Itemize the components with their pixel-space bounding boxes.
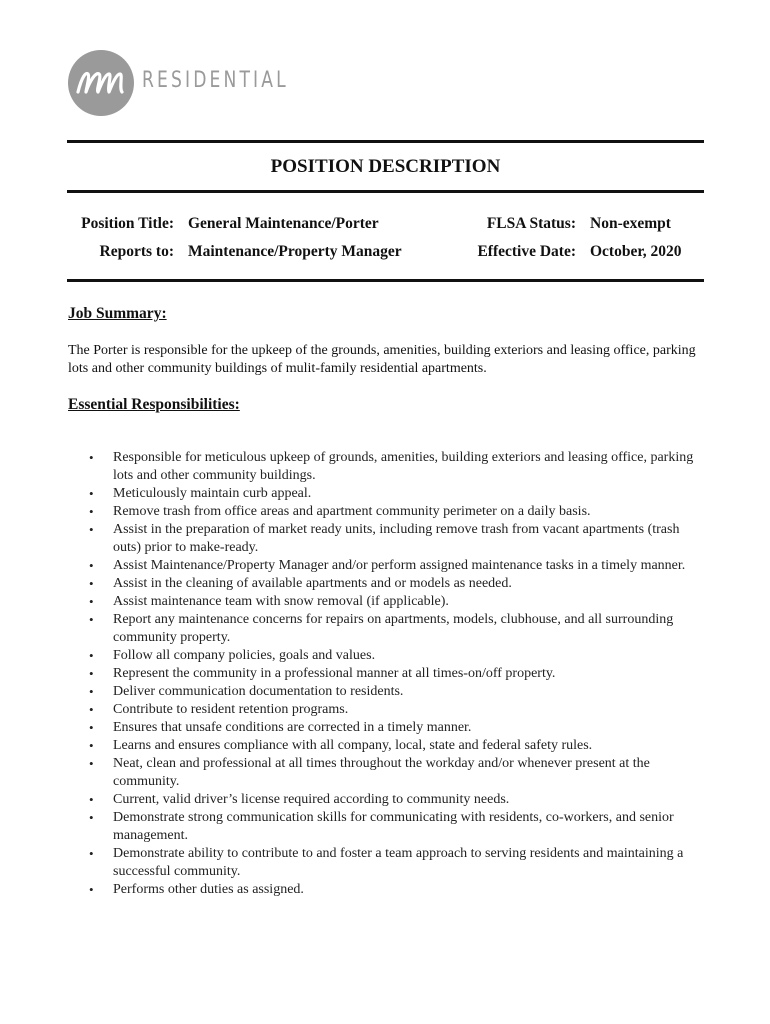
- header-bottom-divider: [67, 279, 704, 282]
- bullet-icon: •: [89, 612, 94, 627]
- list-item-text: Contribute to resident retention programs.: [113, 702, 349, 717]
- list-item-text: Remove trash from office areas and apartment community perimeter on a daily basis.: [113, 504, 591, 519]
- bullet-icon: •: [89, 810, 94, 825]
- logo-wordmark: RESIDENTIAL: [142, 68, 289, 93]
- list-item-text: Learns and ensures compliance with all company, local, state and federal safety rules.: [113, 738, 593, 753]
- bullet-icon: •: [89, 720, 94, 735]
- list-item: [86, 881, 706, 899]
- list-item: [86, 575, 706, 593]
- effective-date-value: October, 2020: [590, 243, 682, 260]
- list-item-text: Neat, clean and professional at all times throughout the workday and/or whenever present at the community.: [113, 756, 650, 789]
- logo-monogram-circle: [68, 50, 134, 116]
- list-item-text: Assist Maintenance/Property Manager and/or perform assigned maintenance tasks in a timely manner.: [113, 558, 686, 573]
- list-item-text: Follow all company policies, goals and values.: [113, 648, 376, 663]
- list-item-text: Assist in the cleaning of available apartments and or models as needed.: [113, 576, 512, 591]
- list-item-text: Performs other duties as assigned.: [113, 882, 304, 897]
- bullet-icon: •: [89, 594, 94, 609]
- bullet-icon: •: [89, 486, 94, 501]
- list-item-text: Represent the community in a professional manner at all times-on/off property.: [113, 666, 556, 681]
- bullet-icon: •: [89, 792, 94, 807]
- reports-to-value: Maintenance/Property Manager: [188, 243, 402, 260]
- bullet-icon: •: [89, 666, 94, 681]
- list-item: [86, 683, 706, 701]
- flsa-status-label: FLSA Status:: [486, 215, 576, 232]
- list-item-text: Ensures that unsafe conditions are corrected in a timely manner.: [113, 720, 472, 735]
- company-logo: [68, 50, 289, 120]
- bullet-icon: •: [89, 576, 94, 591]
- bullet-icon: •: [89, 756, 94, 771]
- list-item: [86, 755, 706, 791]
- flsa-status-value: Non-exempt: [590, 215, 671, 232]
- list-item: [86, 719, 706, 737]
- top-divider: [67, 140, 704, 143]
- list-item: [86, 665, 706, 683]
- job-summary-text: The Porter is responsible for the upkeep of the grounds, amenities, building exteriors and leasing office, parking lots and other community buildings of mulit-family residential apartments.: [68, 343, 696, 376]
- list-item-text: Report any maintenance concerns for repairs on apartments, models, clubhouse, and all surrounding community property.: [113, 612, 674, 645]
- list-item: [86, 593, 706, 611]
- position-title-value: General Maintenance/Porter: [188, 215, 379, 232]
- bullet-icon: •: [89, 684, 94, 699]
- bullet-icon: •: [89, 648, 94, 663]
- list-item-text: Responsible for meticulous upkeep of grounds, amenities, building exteriors and leasing office, parking lots and other community buildings.: [113, 450, 694, 483]
- list-item: [86, 701, 706, 719]
- list-item: [86, 485, 706, 503]
- bullet-icon: •: [89, 504, 94, 519]
- list-item: [86, 845, 706, 881]
- title-divider: [67, 190, 704, 193]
- list-item: [86, 521, 706, 557]
- effective-date-label: Effective Date:: [477, 243, 576, 260]
- bullet-icon: •: [89, 558, 94, 573]
- bullet-icon: •: [89, 450, 94, 465]
- bullet-icon: •: [89, 738, 94, 753]
- reports-to-label: Reports to:: [99, 243, 174, 260]
- list-item-text: Assist maintenance team with snow removal (if applicable).: [113, 594, 449, 609]
- job-summary-heading: Job Summary:: [68, 305, 167, 322]
- list-item: [86, 557, 706, 575]
- position-title-label: Position Title:: [81, 215, 174, 232]
- bullet-icon: •: [89, 702, 94, 717]
- logo-monogram-icon: [74, 62, 130, 102]
- list-item-text: Demonstrate strong communication skills for communicating with residents, co-workers, and senior management.: [113, 810, 674, 843]
- responsibilities-heading: Essential Responsibilities:: [68, 396, 240, 413]
- list-item: [86, 449, 706, 485]
- list-item: [86, 647, 706, 665]
- list-item: [86, 791, 706, 809]
- list-item-text: Current, valid driver’s license required according to community needs.: [113, 792, 510, 807]
- list-item-text: Meticulously maintain curb appeal.: [113, 486, 312, 501]
- page-title: POSITION DESCRIPTION: [270, 156, 501, 177]
- responsibilities-list: [86, 449, 706, 899]
- list-item-text: Deliver communication documentation to residents.: [113, 684, 404, 699]
- list-item: [86, 737, 706, 755]
- list-item-text: Demonstrate ability to contribute to and foster a team approach to serving residents and maintaining a successful community.: [113, 846, 684, 879]
- list-item-text: Assist in the preparation of market ready units, including remove trash from vacant apartments (trash outs) prior to make-ready.: [113, 522, 680, 555]
- list-item: [86, 809, 706, 845]
- bullet-icon: •: [89, 522, 94, 537]
- list-item: [86, 503, 706, 521]
- bullet-icon: •: [89, 882, 94, 897]
- bullet-icon: •: [89, 846, 94, 861]
- list-item: [86, 611, 706, 647]
